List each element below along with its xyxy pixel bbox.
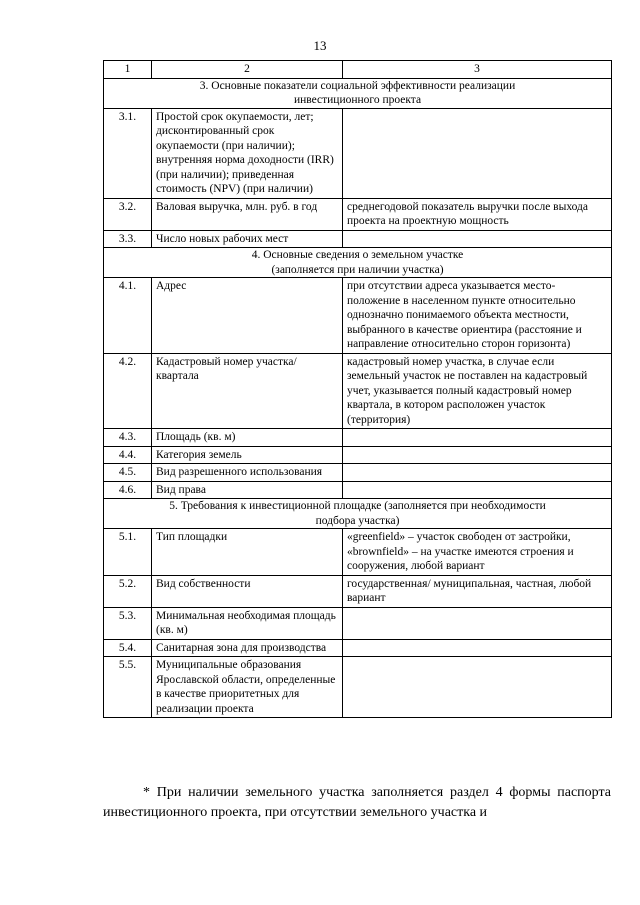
row-number: 3.2. <box>104 198 152 230</box>
row-name: Число новых рабочих мест <box>152 230 343 248</box>
row-value <box>343 429 612 447</box>
row-value: государственная/ муниципальная, частная, любой вариант <box>343 575 612 607</box>
row-name: Площадь (кв. м) <box>152 429 343 447</box>
row-number: 3.3. <box>104 230 152 248</box>
row-name: Тип площадки <box>152 529 343 576</box>
section-4-title <box>104 248 612 278</box>
row-number: 4.2. <box>104 353 152 429</box>
row-name: Кадастровый номер участка/ квартала <box>152 353 343 429</box>
row-value <box>343 464 612 482</box>
section-3-title-line2: инвестиционного проекта <box>293 94 422 106</box>
column-header-row <box>104 61 612 79</box>
row-name: Вид собственности <box>152 575 343 607</box>
page-number: 13 <box>313 38 327 53</box>
row-value <box>343 607 612 639</box>
section-3-title <box>104 78 612 108</box>
section-4-header <box>104 248 612 278</box>
row-name: Минимальная необходимая площадь (кв. м) <box>152 607 343 639</box>
section-5-header <box>104 499 612 529</box>
row-number: 4.3. <box>104 429 152 447</box>
row-name: Вид разрешенного использования <box>152 464 343 482</box>
section-5-title-line1: 5. Требования к инвестиционной площадке (заполняется при необходимости <box>169 500 546 512</box>
table-row <box>104 108 612 198</box>
row-number: 4.6. <box>104 481 152 499</box>
row-number: 5.5. <box>104 657 152 718</box>
column-header-3: 3 <box>343 61 612 79</box>
row-name: Категория земель <box>152 446 343 464</box>
section-3-title-line1: 3. Основные показатели социальной эффективности реализации <box>199 79 516 92</box>
row-number: 4.1. <box>104 278 152 354</box>
table-row <box>104 230 612 248</box>
section-4-title-line1: 4. Основные сведения о земельном участке <box>251 249 464 261</box>
table-row <box>104 657 612 718</box>
row-value <box>343 481 612 499</box>
section-3-header <box>104 78 612 108</box>
column-header-2: 2 <box>152 61 343 79</box>
row-name: Простой срок окупаемости, лет; дисконтированный срок окупаемости (при наличии); внутренняя норма доходности (IRR) (при наличии); приведенная стоимость (NPV) (при наличии) <box>152 108 343 198</box>
table-row <box>104 481 612 499</box>
row-value <box>343 639 612 657</box>
row-name: Вид права <box>152 481 343 499</box>
row-value <box>343 446 612 464</box>
column-header-1: 1 <box>104 61 152 79</box>
row-value <box>343 230 612 248</box>
section-4-title-line2: (заполняется при наличии участка) <box>271 263 444 276</box>
row-name: Санитарная зона для производства <box>152 639 343 657</box>
table-row <box>104 575 612 607</box>
row-value: среднегодовой показатель выручки после выхода проекта на проектную мощность <box>343 198 612 230</box>
row-value: при отсутствии адреса указывается место-положение в населенном пункте относительно однозначно понимаемого объекта местности, выбранного в качестве ориентира (расстояние и направление относительно сторон горизонта) <box>343 278 612 354</box>
table-row <box>104 607 612 639</box>
row-number: 4.4. <box>104 446 152 464</box>
table-row <box>104 429 612 447</box>
row-value: кадастровый номер участка, в случае если земельный участок не поставлен на кадастровый учет, указывается полный кадастровый номер квартала, в котором расположен участок (территория) <box>343 353 612 429</box>
row-number: 4.5. <box>104 464 152 482</box>
table-row <box>104 278 612 354</box>
row-name: Адрес <box>152 278 343 354</box>
row-name: Муниципальные образования Ярославской области, определенные в качестве приоритетных для реализации проекта <box>152 657 343 718</box>
table-row <box>104 198 612 230</box>
section-5-title-line2: подбора участка) <box>315 514 400 527</box>
footnote: * При наличии земельного участка заполняется раздел 4 формы паспорта инвестиционного проекта, при отсутствии земельного участка и <box>103 785 611 820</box>
table-row <box>104 353 612 429</box>
passport-table <box>103 60 612 718</box>
row-value <box>343 108 612 198</box>
table-row <box>104 464 612 482</box>
row-number: 5.3. <box>104 607 152 639</box>
section-5-title <box>104 499 612 529</box>
row-number: 3.1. <box>104 108 152 198</box>
row-value <box>343 657 612 718</box>
table-row <box>104 529 612 576</box>
row-number: 5.1. <box>104 529 152 576</box>
table-row <box>104 446 612 464</box>
row-number: 5.2. <box>104 575 152 607</box>
row-name: Валовая выручка, млн. руб. в год <box>152 198 343 230</box>
row-number: 5.4. <box>104 639 152 657</box>
table-row <box>104 639 612 657</box>
row-value: «greenfield» – участок свободен от застройки, «brownfield» – на участке имеются строения и сооружения, любой вариант <box>343 529 612 576</box>
